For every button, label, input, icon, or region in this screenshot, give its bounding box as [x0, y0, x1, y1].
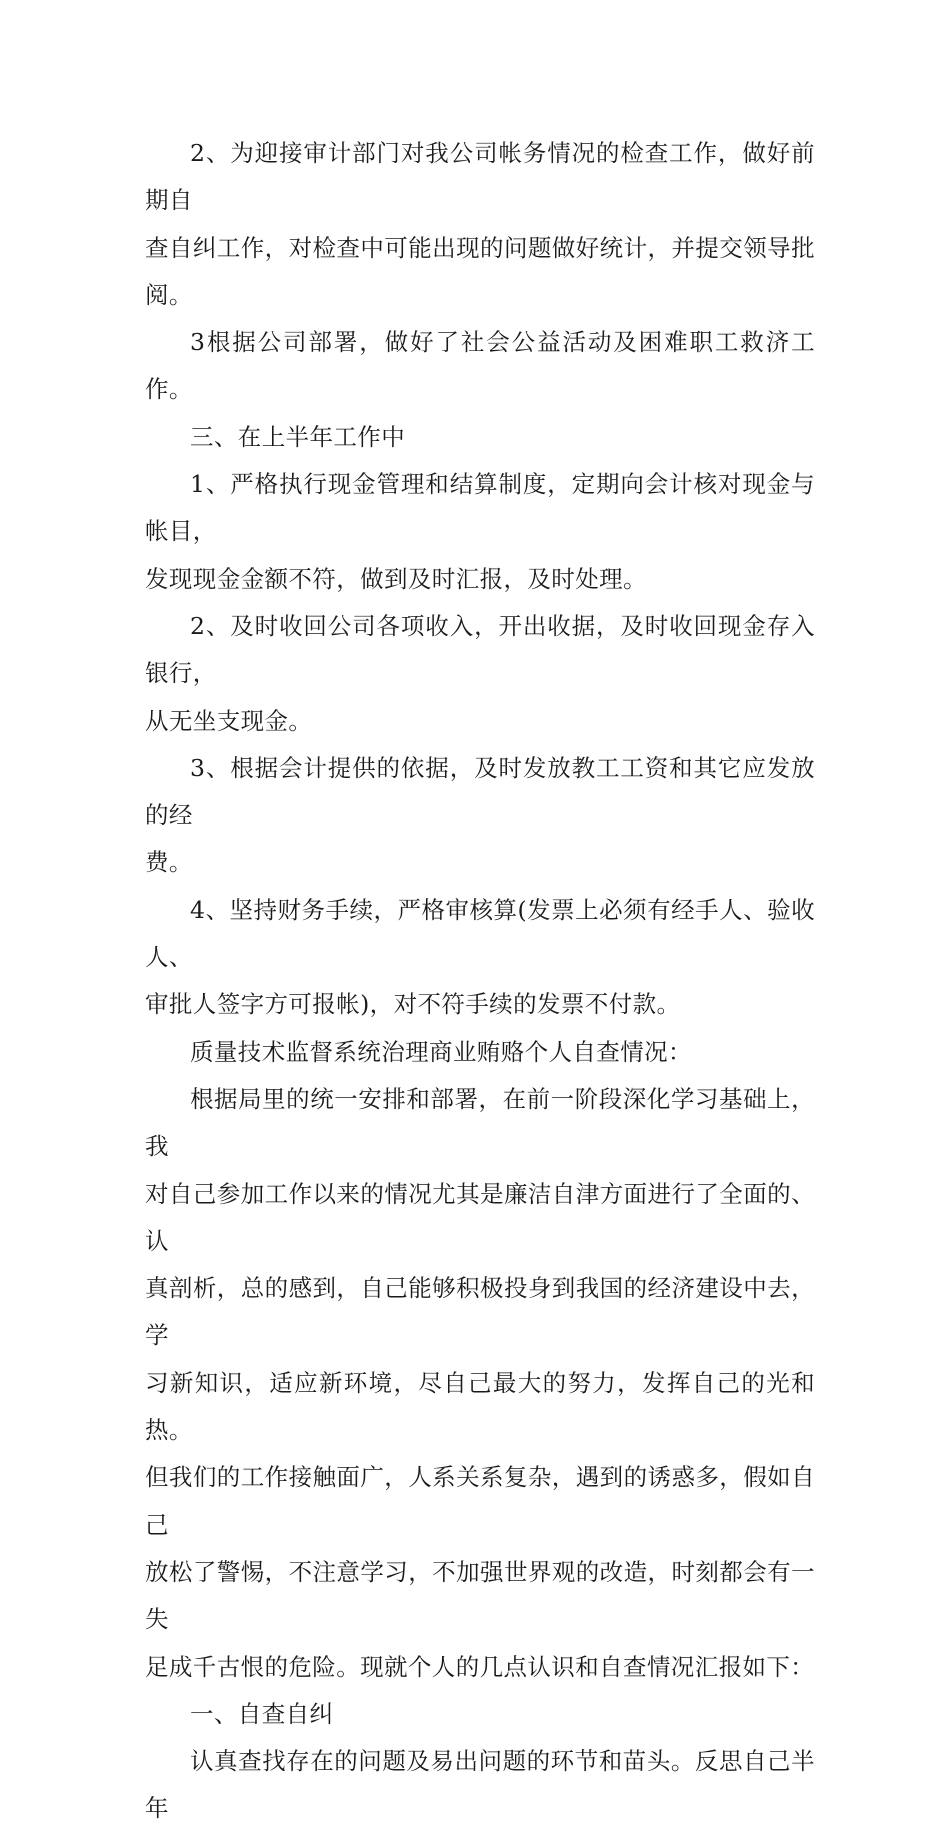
text-line: 1、严格执行现金管理和结算制度，定期向会计核对现金与帐目， [145, 470, 815, 546]
text-line: 3根据公司部署，做好了社会公益活动及困难职工救济工作。 [145, 328, 815, 404]
text-line: 质量技术监督系统治理商业贿赂个人自查情况： [190, 1037, 692, 1066]
section-heading-self-check [145, 1691, 815, 1738]
paragraph-salary-payment [145, 745, 815, 887]
heading-self-inspection [145, 1029, 815, 1076]
paragraph-public-welfare [145, 319, 815, 414]
paragraph-financial-procedures [145, 887, 815, 1029]
document-body [145, 130, 815, 1833]
text-line: 3、根据会计提供的依据，及时发放教工工资和其它应发放的经 [145, 753, 815, 830]
text-line: 4、坚持财务手续，严格审核算(发票上必须有经手人、验收人、 [145, 895, 815, 972]
text-line: 真剖析，总的感到，自己能够积极投身到我国的经济建设中去，学 [145, 1274, 815, 1350]
text-line: 三、在上半年工作中 [190, 422, 406, 451]
paragraph-audit-preparation [145, 130, 815, 319]
paragraph-cash-management [145, 461, 815, 603]
text-line: 认真查找存在的问题及易出问题的环节和苗头。反思自己半年 [145, 1747, 815, 1823]
text-line: 发现现金金额不符，做到及时汇报，及时处理。 [145, 564, 647, 593]
text-line: 审批人签字方可报帐)，对不符手续的发票不付款。 [145, 990, 681, 1019]
paragraph-income-collection [145, 603, 815, 745]
text-line: 费。 [145, 848, 193, 877]
text-line: 查自纠工作，对检查中可能出现的问题做好统计，并提交领导批阅。 [145, 233, 815, 309]
text-line: 2、及时收回公司各项收入，开出收据，及时收回现金存入银行， [145, 611, 815, 688]
text-line: 足成千古恨的危险。现就个人的几点认识和自查情况汇报如下： [145, 1652, 815, 1681]
paragraph-self-analysis [145, 1076, 815, 1691]
text-line: 但我们的工作接触面广，人系关系复杂，遇到的诱惑多，假如自己 [145, 1463, 815, 1539]
text-line: 放松了警惕，不注意学习，不加强世界观的改造，时刻都会有一失 [145, 1557, 815, 1634]
text-line: 2、为迎接审计部门对我公司帐务情况的检查工作，做好前期自 [145, 139, 815, 215]
paragraph-find-problems [145, 1738, 815, 1833]
text-line: 对自己参加工作以来的情况尤其是廉洁自津方面进行了全面的、认 [145, 1179, 815, 1255]
text-line: 习新知识，适应新环境，尽自己最大的努力，发挥自己的光和热。 [145, 1368, 815, 1445]
section-heading-first-half-work [145, 414, 815, 461]
text-line: 从无坐支现金。 [145, 706, 313, 735]
text-line: 根据局里的统一安排和部署，在前一阶段深化学习基础上，我 [145, 1084, 815, 1161]
text-line: 一、自查自纠 [190, 1699, 334, 1728]
